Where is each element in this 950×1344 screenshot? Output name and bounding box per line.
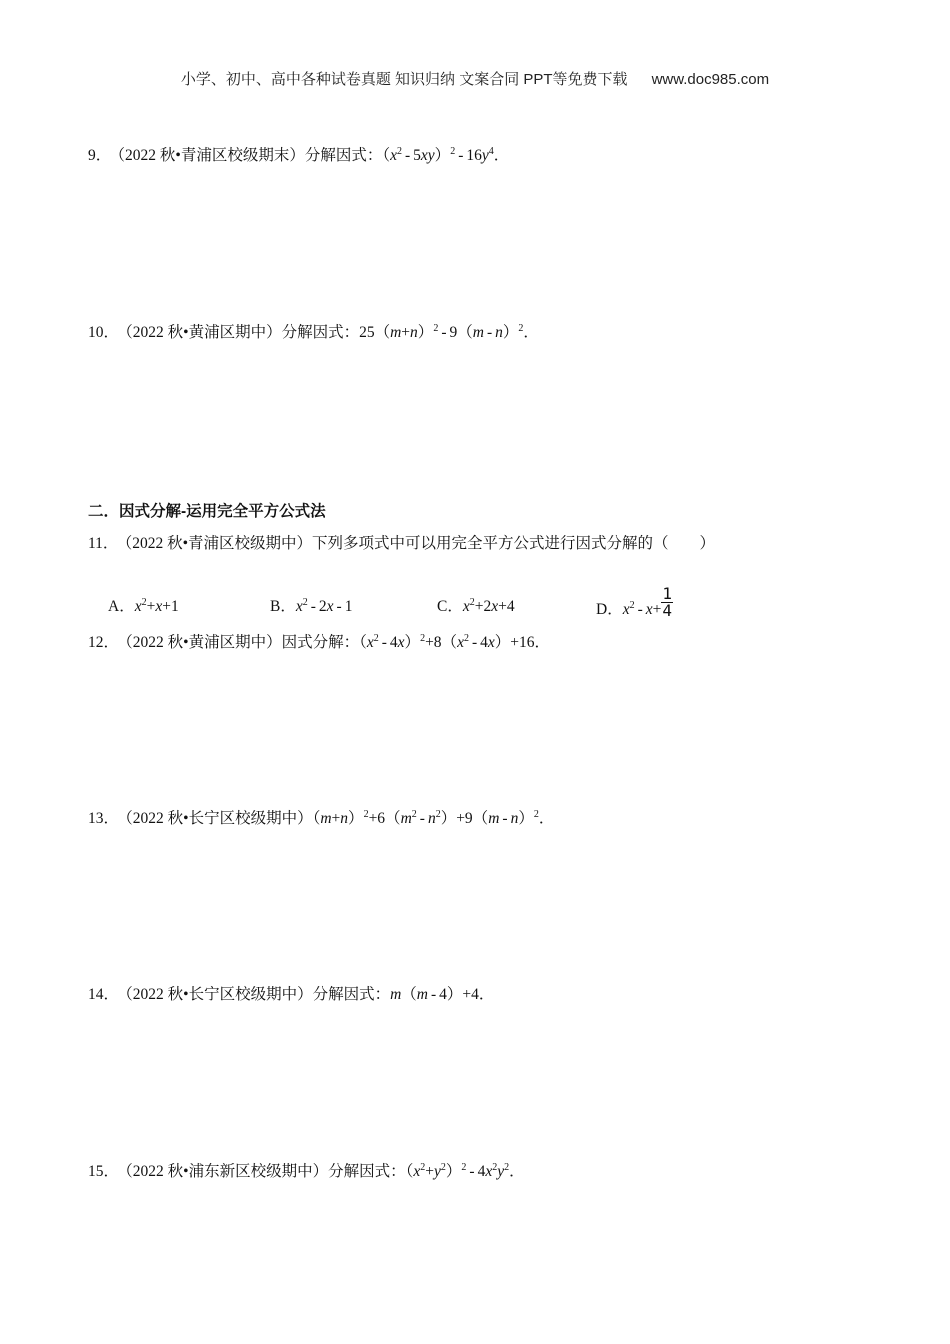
math-expression: $(x^2 - 4x)^2+8(x^2 - 4x)+16$．: [359, 633, 551, 651]
math-expression: $(x^2+y^2)^2 - 4x^2y^2$．: [405, 1162, 525, 1180]
question-number: 14．: [88, 986, 120, 1003]
question-source: （2022 秋•黄浦区期中）分解因式：: [125, 324, 360, 341]
option-label: A．: [108, 598, 135, 615]
question-10: [88, 323, 539, 343]
option-a[interactable]: [108, 594, 179, 616]
math-expression: m（m - 4）+4．: [390, 986, 495, 1003]
question-source: （2022 秋•青浦区校级期末）分解因式：: [117, 147, 383, 164]
header-text: 小学、初中、高中各种试卷真题 知识归纳 文案合同 PPT等免费下载: [180, 71, 628, 88]
option-label: D．: [596, 601, 623, 619]
question-number: 11．: [88, 535, 119, 552]
question-number: 9．: [88, 147, 112, 164]
question-source: （2022 秋•长宁区校级期中）分解因式：: [125, 986, 391, 1003]
page-header: [0, 68, 950, 89]
option-b[interactable]: [270, 594, 352, 616]
question-source: （2022 秋•浦东新区校级期中）分解因式：: [125, 1163, 406, 1180]
question-12: [88, 633, 550, 653]
question-number: 15．: [88, 1163, 120, 1180]
question-source: （2022 秋•青浦区校级期中）下列多项式中可以用完全平方公式进行因式分解的（ ）: [124, 535, 715, 552]
option-d[interactable]: [596, 584, 673, 627]
question-number: 10．: [88, 324, 120, 341]
question-11: [88, 534, 715, 554]
question-number: 12．: [88, 634, 120, 651]
header-site: www.doc985.com: [651, 71, 770, 88]
question-source: （2022 秋•长宁区校级期中）: [125, 810, 313, 827]
math-expression: $x^2 - x+$: [622, 600, 662, 619]
math-expression: $25(m+n)^2 - 9(m - n)^2$．: [359, 323, 539, 341]
question-14: [88, 985, 494, 1005]
fraction: [661, 586, 673, 619]
question-source: （2022 秋•黄浦区期中）因式分解：: [125, 634, 360, 651]
math-expression: $(m+n)^2+6(m^2 - n^2)+9(m - n)^2$．: [312, 809, 555, 827]
math-expression: $x^2+2x+4$: [462, 597, 515, 615]
question-number: 13．: [88, 810, 120, 827]
question-13: [88, 809, 554, 829]
section-title: 二．因式分解-运用完全平方公式法: [88, 503, 326, 520]
math-expression: $x^2+x+1$: [134, 597, 179, 615]
question-15: [88, 1162, 525, 1182]
fraction-denominator: 4: [662, 601, 673, 620]
option-c[interactable]: [437, 594, 515, 616]
math-expression: $x^2 - 2x - 1$: [295, 597, 353, 615]
fraction-numerator: 1: [662, 584, 673, 603]
question-9: [88, 146, 509, 166]
option-label: B．: [270, 598, 296, 615]
option-label: C．: [437, 598, 463, 615]
math-expression: $(x^2 - 5xy)^2 - 16y^4$．: [382, 146, 510, 164]
